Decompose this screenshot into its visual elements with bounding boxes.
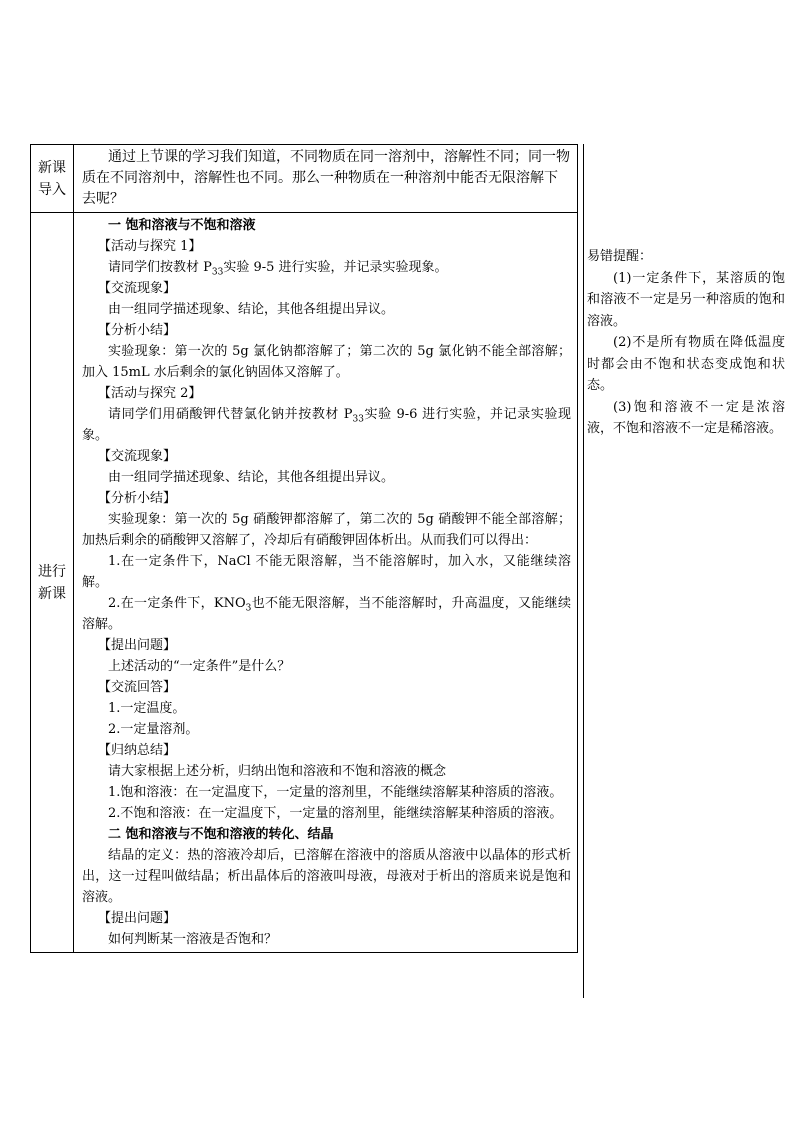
activity-text-part: 实验 9-6 进行实验，并记录实验现象。: [82, 407, 571, 443]
row-label-line: 新课: [38, 585, 66, 602]
activity-title: 【活动与探究 1】: [98, 239, 202, 254]
activity-text: [82, 257, 571, 278]
crystal-definition: 结晶的定义：热的溶液冷却后，已溶解在溶液中的溶质从溶液中以晶体的形式析出，这一过程叫做结晶；析出晶体后的溶液叫母液，母液对于析出的溶质来说是饱和溶液。: [82, 848, 571, 905]
margin-divider: [583, 144, 584, 998]
exchange-title: 【交流现象】: [98, 449, 177, 464]
table-row: [31, 145, 578, 213]
note-item: (1)一定条件下，某溶质的饱和溶液不一定是另一种溶质的饱和溶液。: [587, 270, 785, 329]
exchange-text: 由一组同学描述现象、结论，其他各组提出异议。: [108, 302, 395, 317]
conclusion-point: 1.在一定条件下，NaCl 不能无限溶解，当不能溶解时，加入水，又能继续溶解。: [82, 554, 571, 590]
analysis-title: 【分析小结】: [98, 323, 177, 338]
intro-paragraph: 通过上节课的学习我们知道，不同物质在同一溶剂中，溶解性不同；同一物质在不同溶剂中，溶解性也不同。那么一种物质在一种溶剂中能否无限溶解下去呢？: [82, 149, 570, 207]
row-label-intro: [31, 145, 74, 213]
row-content-intro: [74, 145, 578, 213]
exchange-title: 【交流现象】: [98, 281, 177, 296]
activity-title: 【活动与探究 2】: [98, 386, 202, 401]
page-number-subscript: 33: [352, 414, 364, 425]
formula-subscript: 3: [245, 603, 252, 614]
note-title: 易错提醒：: [587, 249, 653, 264]
section-title: 二 饱和溶液与不饱和溶液的转化、结晶: [108, 827, 334, 842]
summary-text: 请大家根据上述分析，归纳出饱和溶液和不饱和溶液的概念: [108, 764, 447, 779]
row-label-line: 导入: [38, 181, 66, 198]
lesson-table: [30, 144, 578, 953]
question-title: 【提出问题】: [98, 638, 177, 653]
exchange-text: 由一组同学描述现象、结论，其他各组提出异议。: [108, 470, 395, 485]
answer-item: 1.一定温度。: [108, 701, 186, 716]
definition-item: 2.不饱和溶液：在一定温度下，一定量的溶剂里，能继续溶解某种溶质的溶液。: [108, 806, 563, 821]
question-text: 上述活动的“一定条件”是什么？: [108, 659, 291, 674]
page-number-subscript: 33: [211, 267, 224, 278]
question-text: 如何判断某一溶液是否饱和？: [108, 932, 278, 947]
section-title: 一 饱和溶液与不饱和溶液: [108, 218, 256, 233]
table-row: [31, 213, 578, 953]
row-label-new-lesson: [31, 213, 74, 953]
activity-text-part: 实验 9-5 进行实验，并记录实验现象。: [223, 260, 448, 275]
definition-item: 1.饱和溶液：在一定温度下，一定量的溶剂里，不能继续溶解某种溶质的溶液。: [108, 785, 563, 800]
analysis-title: 【分析小结】: [98, 491, 177, 506]
conclusion-text-part: 2.在一定条件下，KNO: [108, 596, 246, 611]
row-content-new-lesson: [74, 213, 578, 953]
note-item: (2)不是所有物质在降低温度时都会由不饱和状态变成饱和状态。: [587, 335, 785, 393]
analysis-text: 实验现象：第一次的 5g 氯化钠都溶解了；第二次的 5g 氯化钠不能全部溶解；加入 15mL 水后剩余的氯化钠固体又溶解了。: [82, 344, 571, 380]
activity-text: [82, 404, 571, 446]
conclusion-point: [82, 593, 571, 635]
answer-item: 2.一定量溶剂。: [108, 722, 199, 737]
question-title: 【提出问题】: [98, 911, 177, 926]
error-reminder-note: [587, 246, 785, 440]
answer-title: 【交流回答】: [98, 680, 177, 695]
row-label-line: 新课: [38, 159, 66, 176]
activity-text-part: 请同学们用硝酸钾代替氯化钠并按教材 P: [108, 407, 353, 422]
note-item: (3)饱和溶液不一定是浓溶液，不饱和溶液不一定是稀溶液。: [587, 399, 785, 436]
activity-text-part: 请同学们按教材 P: [108, 260, 212, 275]
analysis-text: 实验现象：第一次的 5g 硝酸钾都溶解了，第二次的 5g 硝酸钾不能全部溶解；加热后剩余的硝酸钾又溶解了，冷却后有硝酸钾固体析出。从而我们可以得出：: [82, 512, 571, 548]
conclusion-text-part: 也不能无限溶解，当不能溶解时，升高温度，又能继续溶解。: [82, 596, 571, 632]
summary-title: 【归纳总结】: [98, 743, 177, 758]
row-label-line: 进行: [38, 563, 66, 580]
